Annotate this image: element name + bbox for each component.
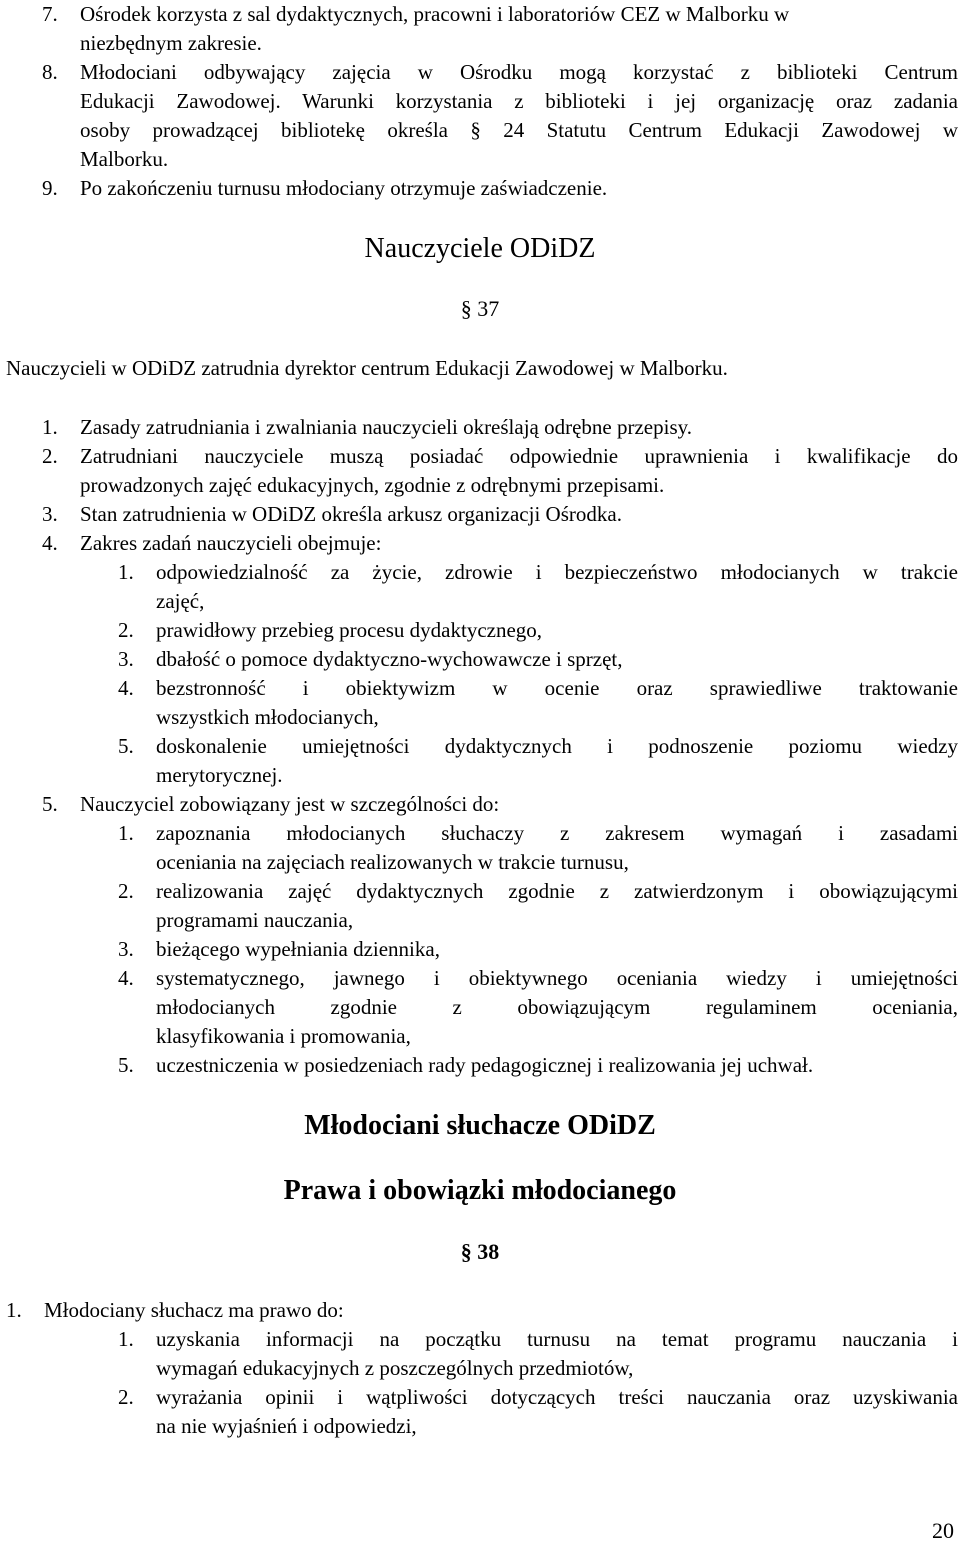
section-heading: Nauczyciele ODiDZ	[364, 233, 596, 264]
item-text-line: osoby prowadzącej bibliotekę określa § 24 Statutu Centrum Edukacji Zawodowej w	[80, 118, 958, 142]
item-text-line: niezbędnym zakresie.	[80, 31, 262, 55]
subitem-text-line: wymagań edukacyjnych z poszczególnych przedmiotów,	[156, 1356, 634, 1380]
item-number: 7.	[42, 2, 58, 26]
subitem-text-line: młodocianych zgodnie z obowiązującym regulaminem oceniania,	[156, 995, 958, 1019]
subitem-number: 4.	[118, 966, 134, 990]
item-number: 4.	[42, 531, 58, 555]
subitem-number: 2.	[118, 618, 134, 642]
text-line: Ośrodek korzysta z sal dydaktycznych, pracowni i laboratoriów CEZ w Malborku w	[80, 2, 790, 26]
subitem-text-line: merytorycznej.	[156, 763, 283, 787]
subitem-text-line: systematycznego, jawnego i obiektywnego oceniania wiedzy i umiejętności	[156, 966, 958, 990]
subitem-text-line: doskonalenie umiejętności dydaktycznych i podnoszenie poziomu wiedzy	[156, 734, 958, 758]
item-text-line: Zasady zatrudniania i zwalniania nauczycieli określają odrębne przepisy.	[80, 415, 693, 439]
subitem-text-line: realizowania zajęć dydaktycznych zgodnie z zatwierdzonym i obowiązującymi	[156, 879, 958, 903]
item-number: 8.	[42, 60, 58, 84]
item-text-line: Zatrudniani nauczyciele muszą posiadać odpowiednie uprawnienia i kwalifikacje do	[80, 444, 958, 468]
item-text-line: Nauczyciel zobowiązany jest w szczególności do:	[80, 792, 500, 816]
subitem-text-line: klasyfikowania i promowania,	[156, 1024, 411, 1048]
paragraph-number: § 37	[460, 296, 500, 321]
subitem-number: 5.	[118, 734, 134, 758]
item-number: 9.	[42, 176, 58, 200]
subitem-number: 1.	[118, 821, 134, 845]
item-text-line: Stan zatrudnienia w ODiDZ określa arkusz organizacji Ośrodka.	[80, 502, 622, 526]
page-number: 20	[932, 1518, 954, 1543]
subsection-heading: Prawa i obowiązki młodocianego	[283, 1175, 677, 1206]
subitem-text-line: oceniania na zajęciach realizowanych w trakcie turnusu,	[156, 850, 629, 874]
subitem-text-line: zajęć,	[156, 589, 205, 613]
subitem-text-line: prawidłowy przebieg procesu dydaktycznego,	[156, 618, 543, 642]
subitem-number: 1.	[118, 1327, 134, 1351]
subitem-text-line: uczestniczenia w posiedzeniach rady pedagogicznej i realizowania jej uchwał.	[156, 1053, 814, 1077]
subitem-text-line: odpowiedzialność za życie, zdrowie i bezpieczeństwo młodocianych w trakcie	[156, 560, 958, 584]
subitem-text-line: dbałość o pomoce dydaktyczno-wychowawcze i sprzęt,	[156, 647, 623, 671]
item-number: 3.	[42, 502, 58, 526]
item-number: 1.	[6, 1298, 22, 1322]
subitem-number: 5.	[118, 1053, 134, 1077]
item-number: 1.	[42, 415, 58, 439]
subitem-number: 1.	[118, 560, 134, 584]
item-text-line: prowadzonych zajęć edukacyjnych, zgodnie z odrębnymi przepisami.	[80, 473, 665, 497]
item-text-line: Młodociani odbywający zajęcia w Ośrodku mogą korzystać z biblioteki Centrum	[80, 60, 958, 84]
subitem-text-line: wyrażania opinii i wątpliwości dotyczących treści nauczania oraz uzyskiwania	[156, 1385, 958, 1409]
subitem-text-line: zapoznania młodocianych słuchaczy z zakresem wymagań i zasadami	[156, 821, 958, 845]
subitem-text-line: bieżącego wypełniania dziennika,	[156, 937, 440, 961]
section-heading: Młodociani słuchacze ODiDZ	[304, 1110, 656, 1141]
paragraph-number: § 38	[460, 1239, 500, 1264]
paragraph-intro: Nauczycieli w ODiDZ zatrudnia dyrektor centrum Edukacji Zawodowej w Malborku.	[6, 356, 728, 380]
item-text-line	[80, 0, 958, 29]
subitem-number: 2.	[118, 879, 134, 903]
subitem-text-line: programami nauczania,	[156, 908, 354, 932]
subitem-number: 2.	[118, 1385, 134, 1409]
subitem-number: 3.	[118, 937, 134, 961]
item-number: 5.	[42, 792, 58, 816]
item-number: 2.	[42, 444, 58, 468]
subitem-text-line: bezstronność i obiektywizm w ocenie oraz sprawiedliwe traktowanie	[156, 676, 958, 700]
item-text-line: Po zakończeniu turnusu młodociany otrzymuje zaświadczenie.	[80, 176, 608, 200]
subitem-text-line: uzyskania informacji na początku turnusu na temat programu nauczania i	[156, 1327, 958, 1351]
subitem-number: 3.	[118, 647, 134, 671]
subitem-number: 4.	[118, 676, 134, 700]
item-text-line: Malborku.	[80, 147, 169, 171]
subitem-text-line: na nie wyjaśnień i odpowiedzi,	[156, 1414, 417, 1438]
subitem-text-line: wszystkich młodocianych,	[156, 705, 379, 729]
item-text-line: Młodociany słuchacz ma prawo do:	[44, 1298, 344, 1322]
item-text-line: Edukacji Zawodowej. Warunki korzystania z biblioteki i jej organizację oraz zadania	[80, 89, 958, 113]
item-text-line: Zakres zadań nauczycieli obejmuje:	[80, 531, 382, 555]
